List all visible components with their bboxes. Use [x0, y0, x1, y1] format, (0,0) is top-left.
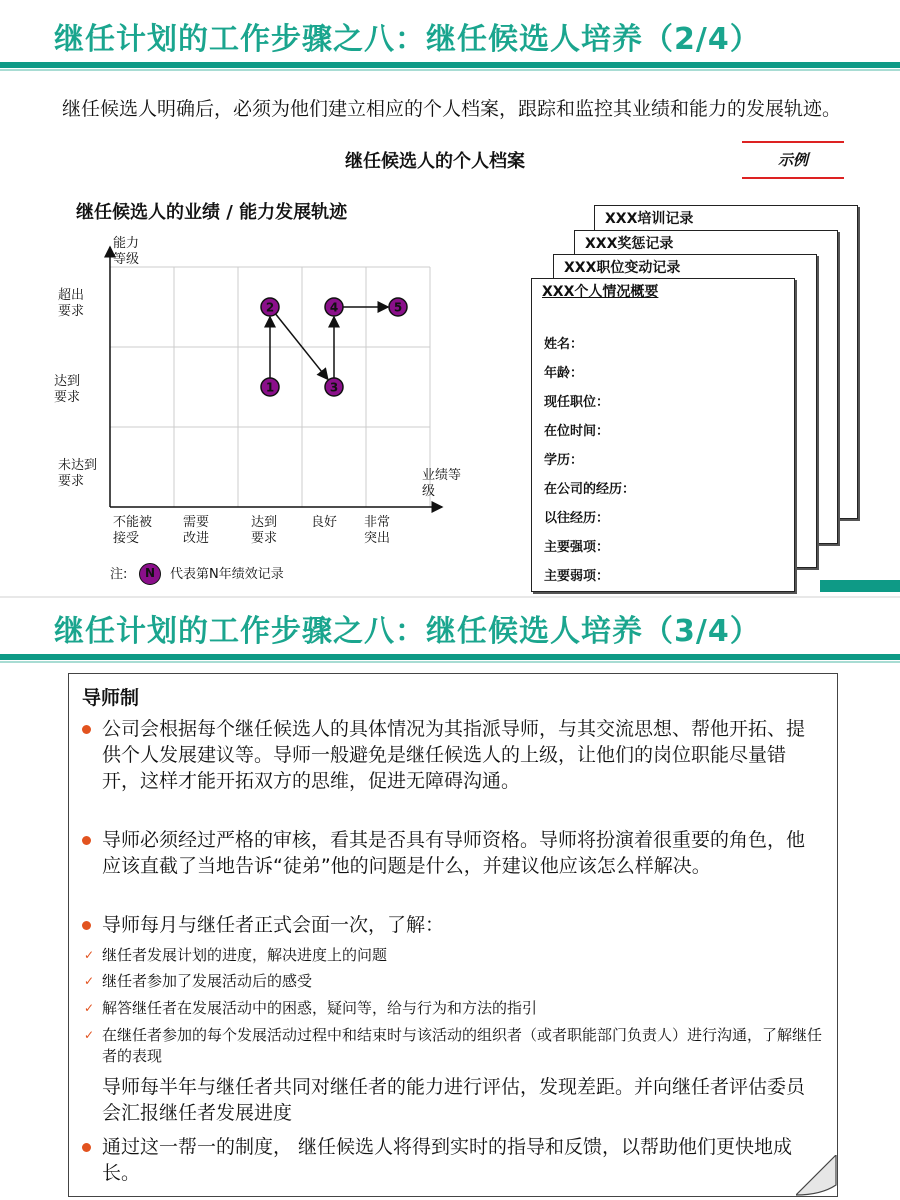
card-summary-title: XXX个人情况概要	[542, 284, 659, 300]
check-item-1: ✓ 继任者发展计划的进度，解决进度上的问题	[84, 946, 388, 964]
bullet-4: 通过这一帮一的制度， 继任候选人将得到实时的指导和反馈，以帮助他们更快地成长。	[82, 1134, 817, 1186]
field-weaknesses: 主要弱项：	[544, 569, 610, 584]
card-training-title: XXX培训记录	[605, 211, 694, 227]
record-point-label: 4	[329, 300, 339, 315]
record-point-label: 1	[265, 380, 275, 395]
field-past-history: 以往经历：	[544, 511, 610, 526]
field-company-history: 在公司的经历：	[544, 482, 636, 497]
note-marker: N	[139, 563, 161, 585]
x-tick-3: 达到要求	[251, 515, 278, 546]
page1-footer-bar	[820, 580, 900, 592]
field-age: 年龄：	[544, 366, 584, 381]
field-name: 姓名：	[544, 337, 584, 352]
bullet-2: 导师必须经过严格的审核，看其是否具有导师资格。导师将扮演着很重要的角色，他应该直截了当地告诉“徒弟”他的问题是什么，并建议他应该怎么样解决。	[82, 827, 817, 879]
intro-text: 继任候选人明确后，必须为他们建立相应的个人档案，跟踪和监控其业绩和能力的发展轨迹。	[62, 98, 842, 120]
x-tick-4: 良好	[311, 515, 338, 530]
bullet-1: 公司会根据每个继任候选人的具体情况为其指派导师，与其交流思想、帮他开拓、提供个人发展建议等。导师一般避免是继任候选人的上级，让他们的岗位职能尽量错开，这样才能开拓双方的思维，促进无障碍沟通。	[82, 716, 817, 794]
profile-caption: 继任候选人的个人档案	[345, 151, 525, 172]
record-point-label: 2	[265, 300, 275, 315]
check-icon: ✓	[84, 1028, 95, 1042]
bullet-dot-icon	[82, 725, 91, 734]
check-icon: ✓	[84, 948, 95, 962]
card-rewards-title: XXX奖惩记录	[585, 236, 674, 252]
note-prefix: 注:	[110, 567, 128, 582]
check-item-3: ✓ 解答继任者在发展活动中的困惑，疑问等，给与行为和方法的指引	[84, 999, 538, 1017]
x-tick-2: 需要改进	[183, 515, 210, 546]
bullet-dot-icon	[82, 921, 91, 930]
title-bar-light-2	[0, 661, 900, 663]
title-bar	[0, 62, 900, 68]
card-summary[interactable]	[531, 278, 795, 592]
y-tick-2: 达到要求	[54, 374, 81, 405]
bullet-dot-icon	[82, 836, 91, 845]
field-position: 现任职位：	[544, 395, 610, 410]
record-point-label: 3	[329, 380, 339, 395]
mentor-heading: 导师制	[82, 687, 140, 709]
y-tick-3: 超出要求	[58, 288, 85, 319]
evaluation-text: 导师每半年与继任者共同对继任者的能力进行评估，发现差距。并向继任者评估委员会汇报继任者发展进度	[102, 1076, 806, 1124]
check-icon: ✓	[84, 1001, 95, 1015]
x-tick-1: 不能被接受	[113, 515, 153, 546]
title-bar-2	[0, 654, 900, 660]
x-tick-5: 非常突出	[364, 515, 391, 546]
y-axis-label: 能力等级	[113, 236, 140, 267]
bullet-dot-icon	[82, 1143, 91, 1152]
record-point-label: 5	[393, 300, 403, 315]
note-text: 代表第N年绩效记录	[170, 567, 284, 582]
bullet-3: 导师每月与继任者正式会面一次，了解：	[82, 912, 817, 938]
page1-title: 继任计划的工作步骤之八：继任候选人培养（2/4）	[54, 22, 761, 57]
x-axis-label: 业绩等级	[422, 468, 462, 499]
check-item-4: ✓ 在继任者参加的每个发展活动过程中和结束时与该活动的组织者（或者职能部门负责人）进行沟通，了解继任者的表现	[84, 1026, 823, 1065]
check-item-2: ✓ 继任者参加了发展活动后的感受	[84, 972, 313, 990]
check-icon: ✓	[84, 974, 95, 988]
example-label: 示例	[742, 141, 844, 179]
field-tenure: 在位时间：	[544, 424, 610, 439]
page-divider	[0, 596, 900, 598]
field-strengths: 主要强项：	[544, 540, 610, 555]
field-education: 学历：	[544, 453, 584, 468]
chart-title: 继任候选人的业绩 / 能力发展轨迹	[76, 202, 348, 223]
title-bar-light	[0, 69, 900, 71]
card-position-title: XXX职位变动记录	[564, 260, 681, 276]
y-tick-1: 未达到要求	[58, 458, 98, 489]
page2-title: 继任计划的工作步骤之八：继任候选人培养（3/4）	[54, 614, 761, 649]
